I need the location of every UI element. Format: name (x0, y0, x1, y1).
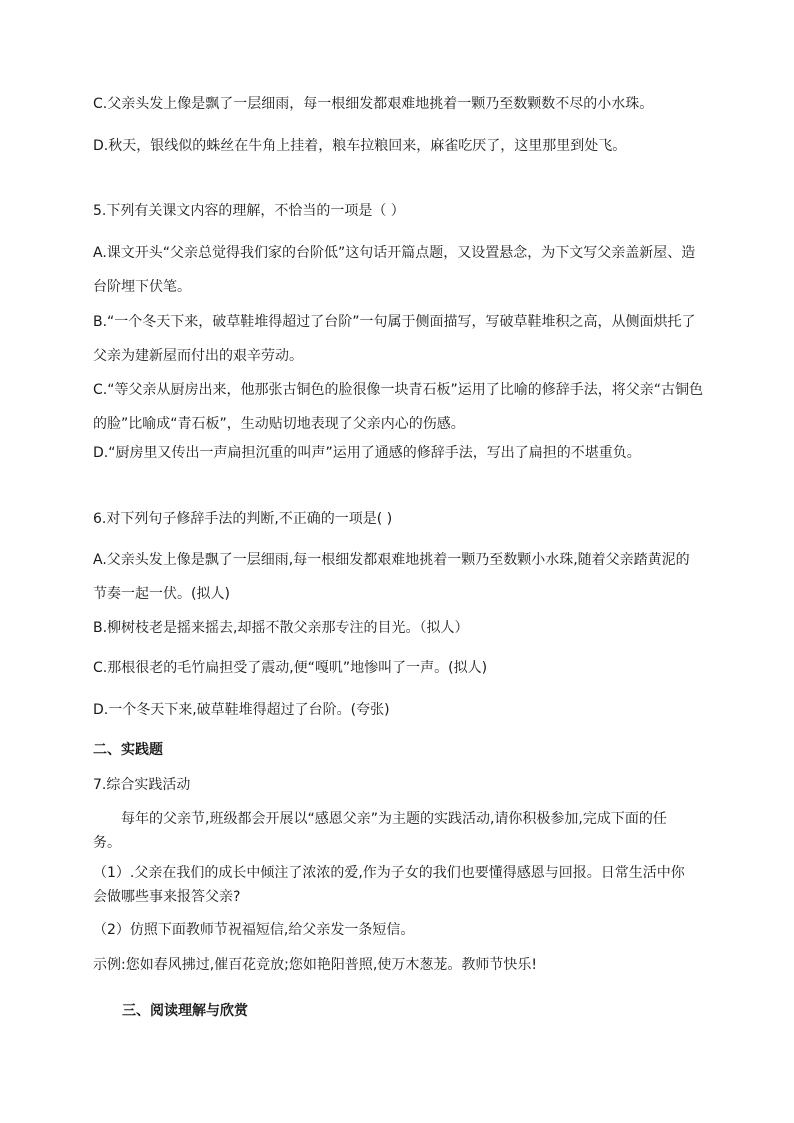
q7-title: 7.综合实践活动 (93, 777, 191, 793)
q5-option-a: A.课文开头“父亲总觉得我们家的台阶低”这句话开篇点题，又设置悬念，为下文写父亲盖新屋、造台阶埋下伏笔。 (93, 245, 696, 295)
q7-example: 示例:您如春风拂过,催百花竞放;您如艳阳普照,使万木葱茏。教师节快乐! (93, 957, 537, 973)
q4-option-d: D.秋天，银线似的蛛丝在牛角上挂着，粮车拉粮回来，麻雀吃厌了，这里那里到处飞。 (93, 138, 627, 154)
section-3-heading: 三、阅读理解与欣赏 (122, 1003, 248, 1019)
q6-stem: 6.对下列句子修辞手法的判断,不正确的一项是( ) (93, 511, 393, 527)
q6-option-a: A.父亲头发上像是飘了一层细雨,每一根细发都艰难地挑着一颗乃至数颗小水珠,随着父亲踏黄泥的节奏一起一伏。(拟人) (93, 552, 690, 602)
q7-intro: 每年的父亲节,班级都会开展以“感恩父亲”为主题的实践活动,请你积极参加,完成下面的任务。 (93, 811, 667, 851)
q6-option-b: B.柳树枝老是摇来摇去,却摇不散父亲那专注的目光。（拟人） (93, 620, 469, 636)
q7-sub2: （2）仿照下面教师节祝福短信,给父亲发一条短信。 (93, 922, 415, 938)
q5-stem: 5.下列有关课文内容的理解，不恰当的一项是（ ） (93, 203, 405, 219)
q6-option-c: C.那根很老的毛竹扁担受了震动,便“嘎叽”地惨叫了一声。(拟人) (93, 660, 488, 676)
q5-option-c: C.“等父亲从厨房出来，他那张古铜色的脸很像一块青石板”运用了比喻的修辞手法，将父亲“古铜色的脸”比喻成“青石板”，生动贴切地表现了父亲内心的伤感。 (93, 382, 703, 432)
q5-option-d: D.“厨房里又传出一声扁担沉重的叫声”运用了通感的修辞手法，写出了扁担的不堪重负。 (93, 445, 641, 461)
q4-option-c: C.父亲头发上像是飘了一层细雨，每一根细发都艰难地挑着一颗乃至数颗数不尽的小水珠。 (93, 96, 654, 112)
q7-sub1: （1）.父亲在我们的成长中倾注了浓浓的爱,作为子女的我们也要懂得感恩与回报。日常生活中你会做哪些事来报答父亲? (93, 865, 685, 905)
q5-option-b: B.“一个冬天下来，破草鞋堆得超过了台阶”一句属于侧面描写，写破草鞋堆积之高，从侧面烘托了父亲为建新屋而付出的艰辛劳动。 (93, 314, 696, 364)
q6-option-d: D.一个冬天下来,破草鞋堆得超过了台阶。(夸张) (93, 702, 390, 718)
section-2-heading: 二、实践题 (93, 742, 163, 758)
